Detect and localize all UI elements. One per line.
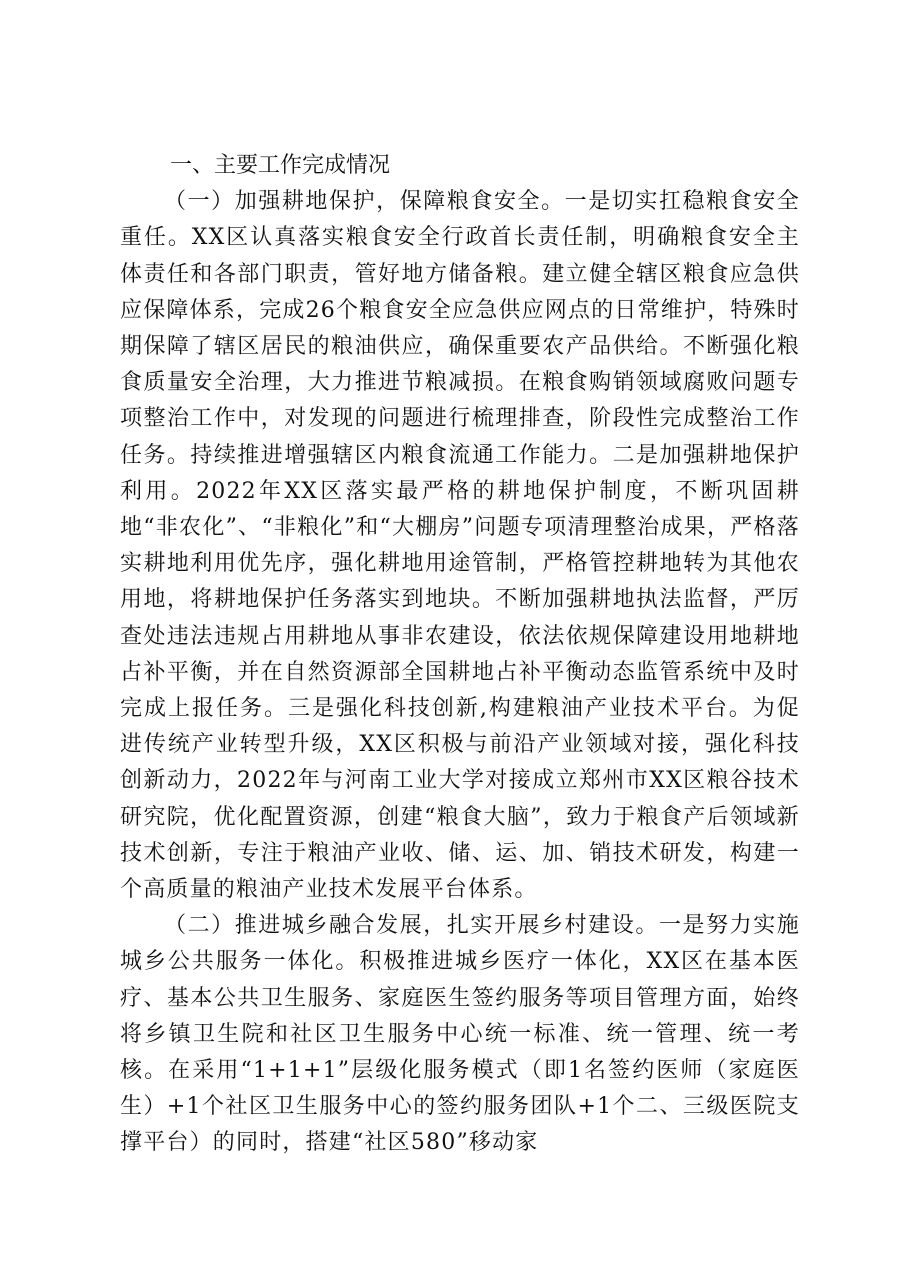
paragraph-2: （二）推进城乡融合发展，扎实开展乡村建设。一是努力实施城乡公共服务一体化。积极推进城乡医疗一体化，XX区在基本医疗、基本公共卫生服务、家庭医生签约服务等项目管理方面，始终将乡镇卫生院和社区卫生服务中心统一标准、统一管理、统一考核。在采用“1+1+1”层级化服务模式（即1名签约医师（家庭医生）+1个社区卫生服务中心的签约服务团队+1个二、三级医院支撑平台）的同时，搭建“社区580”移动家 xyxy=(120,913,800,1156)
paragraph-1: （一）加强耕地保护，保障粮食安全。一是切实扛稳粮食安全重任。XX区认真落实粮食安全行政首长责任制，明确粮食安全主体责任和各部门职责，管好地方储备粮。建立健全辖区粮食应急供应保障体系，完成26个粮食安全应急供应网点的日常维护，特殊时期保障了辖区居民的粮油供应，确保重要农产品供给。不断强化粮食质量安全治理，大力推进节粮减损。在粮食购销领域腐败问题专项整治工作中，对发现的问题进行梳理排查，阶段性完成整治工作任务。持续推进增强辖区内粮食流通工作能力。二是加强耕地保护利用。2022年XX区落实最严格的耕地保护制度，不断巩固耕地“非农化”、“非粮化”和“大棚房”问题专项清理整治成果，严格落实耕地利用优先序，强化耕地用途管制，严格管控耕地转为其他农用地，将耕地保护任务落实到地块。不断加强耕地执法监督，严厉查处违法违规占用耕地从事非农建设，依法依规保障建设用地耕地占补平衡，并在自然资源部全国耕地占补平衡动态监管系统中及时完成上报任务。三是强化科技创新,构建粮油产业技术平台。为促进传统产业转型升级，XX区积极与前沿产业领域对接，强化科技创新动力，2022年与河南工业大学对接成立郑州市XX区粮谷技术研究院，优化配置资源，创建“粮食大脑”，致力于粮食产后领域新技术创新，专注于粮油产业收、储、运、加、销技术研发，构建一个高质量的粮油产业技术发展平台体系。 xyxy=(120,189,800,903)
document-body xyxy=(120,148,800,1162)
section-heading: 一、主要工作完成情况 xyxy=(170,153,391,178)
